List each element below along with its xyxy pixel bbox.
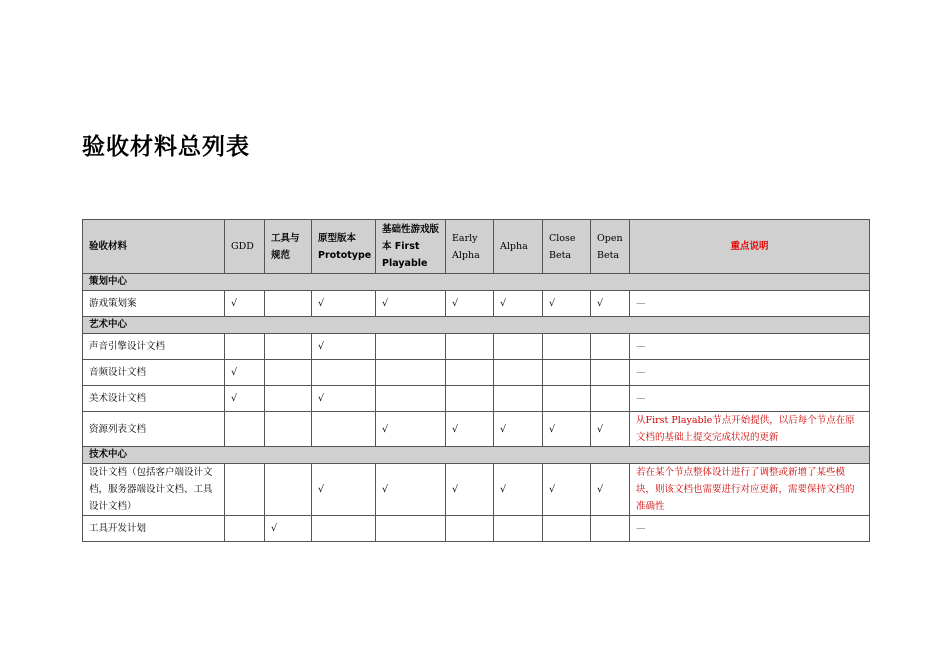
table-row — [83, 291, 870, 317]
empty-cell — [312, 412, 376, 447]
empty-cell — [225, 464, 265, 516]
empty-cell — [494, 386, 543, 412]
section-title: 技术中心 — [83, 447, 870, 464]
page-title: 验收材料总列表 — [82, 134, 250, 160]
header-key-notes: 重点说明 — [630, 220, 870, 274]
check-mark-cell: √ — [225, 360, 265, 386]
check-mark-cell: √ — [312, 291, 376, 317]
table-row — [83, 412, 870, 447]
check-mark-cell: √ — [225, 386, 265, 412]
empty-cell — [591, 386, 630, 412]
section-row — [83, 447, 870, 464]
empty-cell — [265, 386, 312, 412]
empty-cell — [265, 464, 312, 516]
empty-cell — [543, 334, 591, 360]
empty-cell — [591, 334, 630, 360]
check-mark-cell: √ — [543, 291, 591, 317]
material-name: 工具开发计划 — [83, 516, 225, 542]
check-mark-cell: √ — [543, 412, 591, 447]
acceptance-materials-table — [82, 219, 870, 542]
check-mark-cell: √ — [591, 464, 630, 516]
section-title: 策划中心 — [83, 274, 870, 291]
empty-cell — [376, 386, 446, 412]
header-close-beta: Close Beta — [543, 220, 591, 274]
check-mark-cell: √ — [312, 334, 376, 360]
table-header-row — [83, 220, 870, 274]
header-tools-spec: 工具与规范 — [265, 220, 312, 274]
check-mark-cell: √ — [446, 291, 494, 317]
check-mark-cell: √ — [376, 412, 446, 447]
check-mark-cell: √ — [591, 291, 630, 317]
material-name: 声音引擎设计文档 — [83, 334, 225, 360]
empty-cell — [312, 516, 376, 542]
key-note: — — [630, 334, 870, 360]
empty-cell — [265, 334, 312, 360]
empty-cell — [446, 386, 494, 412]
check-mark-cell: √ — [312, 464, 376, 516]
table-row — [83, 334, 870, 360]
empty-cell — [225, 516, 265, 542]
empty-cell — [265, 360, 312, 386]
empty-cell — [225, 412, 265, 447]
empty-cell — [591, 360, 630, 386]
empty-cell — [265, 291, 312, 317]
key-note: — — [630, 360, 870, 386]
check-mark-cell: √ — [265, 516, 312, 542]
header-material: 验收材料 — [83, 220, 225, 274]
empty-cell — [543, 516, 591, 542]
empty-cell — [312, 360, 376, 386]
section-title: 艺术中心 — [83, 317, 870, 334]
table-body — [83, 274, 870, 542]
empty-cell — [446, 516, 494, 542]
key-note: — — [630, 291, 870, 317]
check-mark-cell: √ — [446, 412, 494, 447]
material-name: 设计文档（包括客户端设计文档，服务器端设计文档、工具设计文档） — [83, 464, 225, 516]
empty-cell — [376, 360, 446, 386]
key-note: — — [630, 386, 870, 412]
check-mark-cell: √ — [376, 464, 446, 516]
header-early-alpha: Early Alpha — [446, 220, 494, 274]
material-name: 美术设计文档 — [83, 386, 225, 412]
empty-cell — [591, 516, 630, 542]
check-mark-cell: √ — [543, 464, 591, 516]
check-mark-cell: √ — [494, 464, 543, 516]
empty-cell — [265, 412, 312, 447]
header-alpha: Alpha — [494, 220, 543, 274]
empty-cell — [543, 360, 591, 386]
empty-cell — [446, 360, 494, 386]
check-mark-cell: √ — [312, 386, 376, 412]
empty-cell — [494, 360, 543, 386]
check-mark-cell: √ — [376, 291, 446, 317]
key-note: 若在某个节点整体设计进行了调整或新增了某些模块，则该文档也需要进行对应更新，需要保持文档的准确性 — [630, 464, 870, 516]
material-name: 音频设计文档 — [83, 360, 225, 386]
material-name: 游戏策划案 — [83, 291, 225, 317]
material-name: 资源列表文档 — [83, 412, 225, 447]
check-mark-cell: √ — [591, 412, 630, 447]
header-gdd: GDD — [225, 220, 265, 274]
empty-cell — [225, 334, 265, 360]
section-row — [83, 274, 870, 291]
empty-cell — [494, 334, 543, 360]
table-row — [83, 360, 870, 386]
header-first-playable: 基础性游戏版本 First Playable — [376, 220, 446, 274]
key-note: — — [630, 516, 870, 542]
table-row — [83, 516, 870, 542]
check-mark-cell: √ — [494, 291, 543, 317]
header-open-beta: Open Beta — [591, 220, 630, 274]
section-row — [83, 317, 870, 334]
empty-cell — [543, 386, 591, 412]
table-row — [83, 386, 870, 412]
check-mark-cell: √ — [446, 464, 494, 516]
empty-cell — [376, 516, 446, 542]
empty-cell — [376, 334, 446, 360]
key-note: 从First Playable节点开始提供，以后每个节点在原文档的基础上提交完成状况的更新 — [630, 412, 870, 447]
empty-cell — [494, 516, 543, 542]
header-prototype: 原型版本 Prototype — [312, 220, 376, 274]
empty-cell — [446, 334, 494, 360]
check-mark-cell: √ — [494, 412, 543, 447]
table-row — [83, 464, 870, 516]
check-mark-cell: √ — [225, 291, 265, 317]
